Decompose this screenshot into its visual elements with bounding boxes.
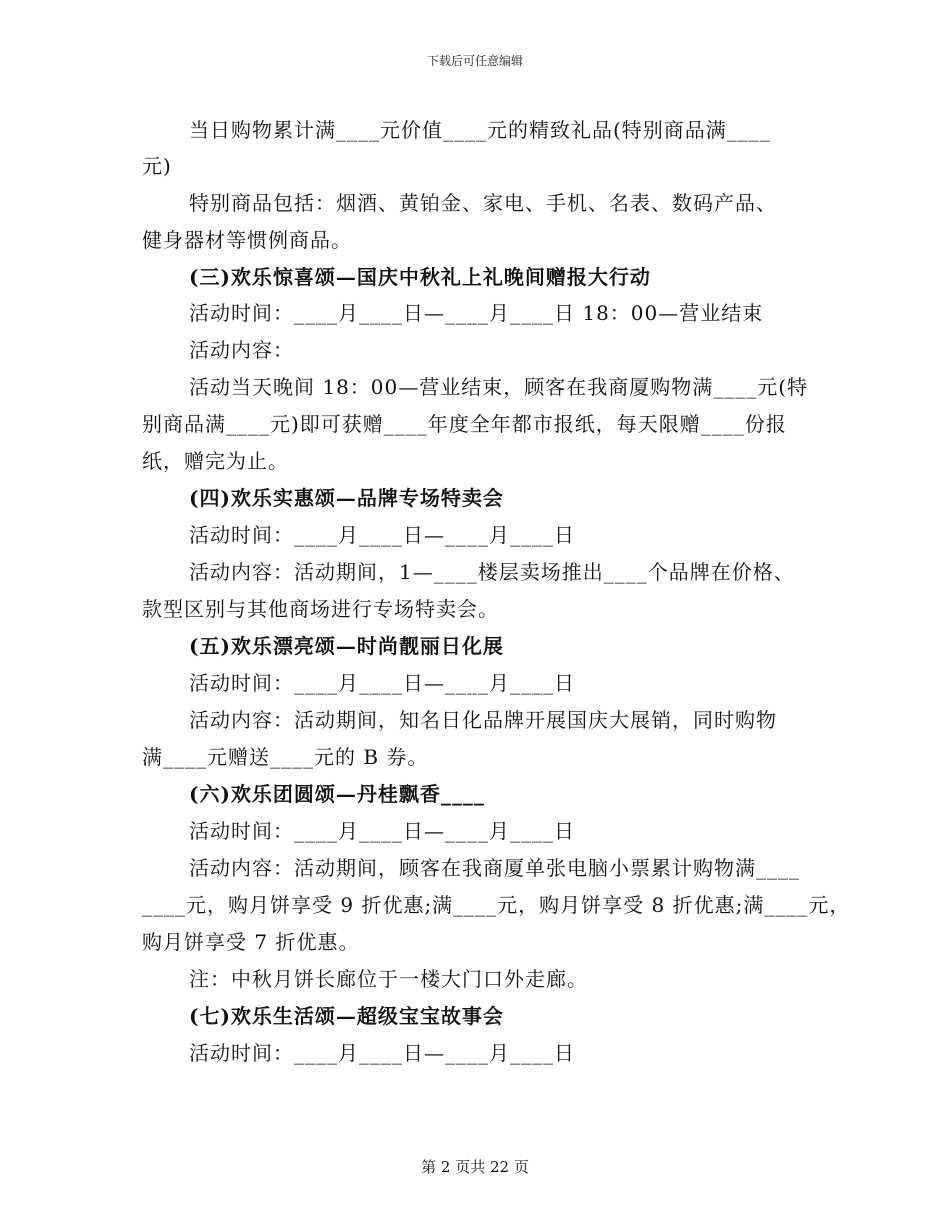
paragraph-line: 活动时间：____月____日—____月____日 [189, 819, 575, 843]
paragraph-line: 当日购物累计满____元价值____元的精致礼品(特别商品满____ [189, 118, 771, 142]
paragraph-line: 纸，赠完为止。 [142, 449, 289, 473]
paragraph-line: 活动时间：____月____日—____月____日 [189, 1041, 575, 1065]
section-heading: (五)欢乐漂亮颂—时尚靓丽日化展 [189, 634, 504, 658]
paragraph-line: 活动时间：____月____日—____月____日 18：00—营业结束 [189, 301, 764, 325]
section-heading: (三)欢乐惊喜颂—国庆中秋礼上礼晚间赠报大行动 [189, 265, 651, 289]
paragraph-line: 健身器材等惯例商品。 [142, 228, 352, 252]
page-footer: 第 2 页共 22 页 [421, 1158, 529, 1176]
paragraph-line: ____元，购月饼享受 9 折优惠;满____元，购月饼享受 8 折优惠;满____元， [142, 893, 851, 917]
section-heading: (四)欢乐实惠颂—品牌专场特卖会 [189, 486, 504, 510]
paragraph-line: 活动内容： [189, 338, 294, 362]
paragraph-line: 活动时间：____月____日—____月____日 [189, 671, 575, 695]
paragraph-line: 活动当天晚间 18：00—营业结束，顾客在我商厦购物满____元(特 [189, 375, 809, 399]
paragraph-line: 款型区别与其他商场进行专场特卖会。 [142, 597, 499, 621]
paragraph-line: 购月饼享受 7 折优惠。 [142, 930, 360, 954]
paragraph-line: 活动内容：活动期间，顾客在我商厦单张电脑小票累计购物满____ [189, 856, 800, 880]
page-header: 下载后可任意编辑 [426, 54, 523, 68]
paragraph-line: 注：中秋月饼长廊位于一楼大门口外走廊。 [189, 967, 588, 991]
paragraph-line: 活动内容：活动期间，1—____楼层卖场推出____个品牌在价格、 [189, 560, 795, 584]
paragraph-line: 活动内容：活动期间，知名日化品牌开展国庆大展销，同时购物 [189, 708, 777, 732]
section-heading: (七)欢乐生活颂—超级宝宝故事会 [189, 1004, 504, 1028]
paragraph-line: 特别商品包括：烟酒、黄铂金、家电、手机、名表、数码产品、 [189, 191, 777, 215]
paragraph-line: 活动时间：____月____日—____月____日 [189, 523, 575, 547]
section-heading: (六)欢乐团圆颂—丹桂飘香____ [189, 782, 485, 806]
paragraph-line: 元) [142, 154, 172, 178]
paragraph-line: 别商品满____元)即可获赠____年度全年都市报纸，每天限赠____份报 [142, 412, 787, 436]
paragraph-line: 满____元赠送____元的 B 券。 [142, 745, 429, 769]
